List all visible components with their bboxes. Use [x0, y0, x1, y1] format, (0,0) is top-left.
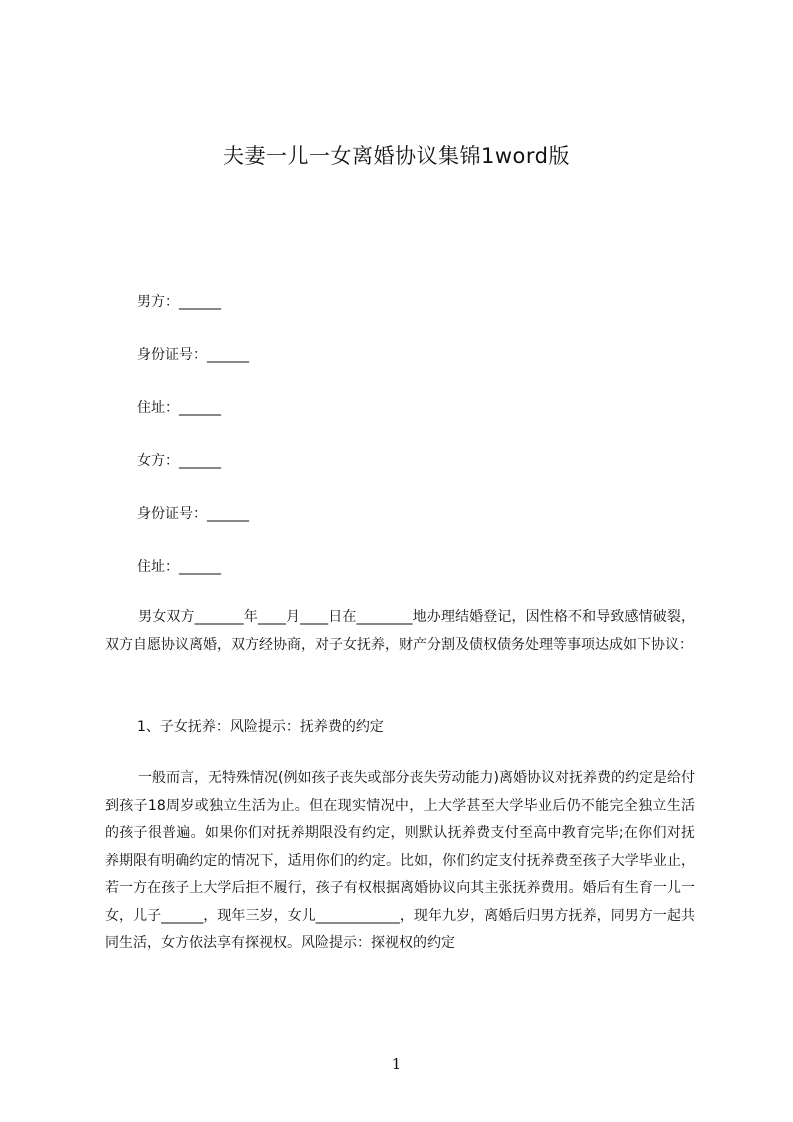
wife-id-field: 身份证号：______ [137, 506, 249, 522]
child-support-text: 一般而言，无特殊情况(例如孩子丧失或部分丧失劳动能力)离婚协议对抚养费的约定是给付到孩子18周岁或独立生活为止。但在现实情况中，上大学甚至大学毕业后仍不能完全独立生活的孩子很普遍。如果你们对抚养期限没有约定，则默认抚养费支付至高中教育完毕;在你们对抚养期限有明确约定的情况下，适用你们的约定。比如，你们约定支付抚养费至孩子大学毕业止，若一方在孩子上大学后拒不履行，孩子有权根据离婚协议向其主张抚养费用。婚后有生育一儿一女，儿子______，现年三岁，女儿____________，现年九岁，离婚后归男方抚养，同男方一起共同生活，女方依法享有探视权。风险提示：探视权的约定 [105, 770, 695, 951]
section-heading-child-support: 1、子女抚养：风险提示：抚养费的约定 [137, 719, 384, 735]
husband-name-field: 男方：______ [137, 294, 221, 310]
husband-address-field: 住址：______ [137, 400, 221, 416]
document-title: 夫妻一儿一女离婚协议集锦1word版 [223, 144, 570, 168]
intro-text: 男女双方_______年____月____日在________地办理结婚登记，因性格不和导致感情破裂，双方自愿协议离婚，双方经协商，对子女抚养，财产分割及债权债务处理等事项达成如下协议： [105, 609, 695, 653]
wife-address-field: 住址：______ [137, 559, 221, 575]
page-number: 1 [391, 1055, 402, 1073]
child-support-paragraph [105, 765, 695, 985]
wife-name-field: 女方：______ [137, 453, 221, 469]
intro-paragraph [105, 604, 695, 687]
husband-id-field: 身份证号：______ [137, 347, 249, 363]
